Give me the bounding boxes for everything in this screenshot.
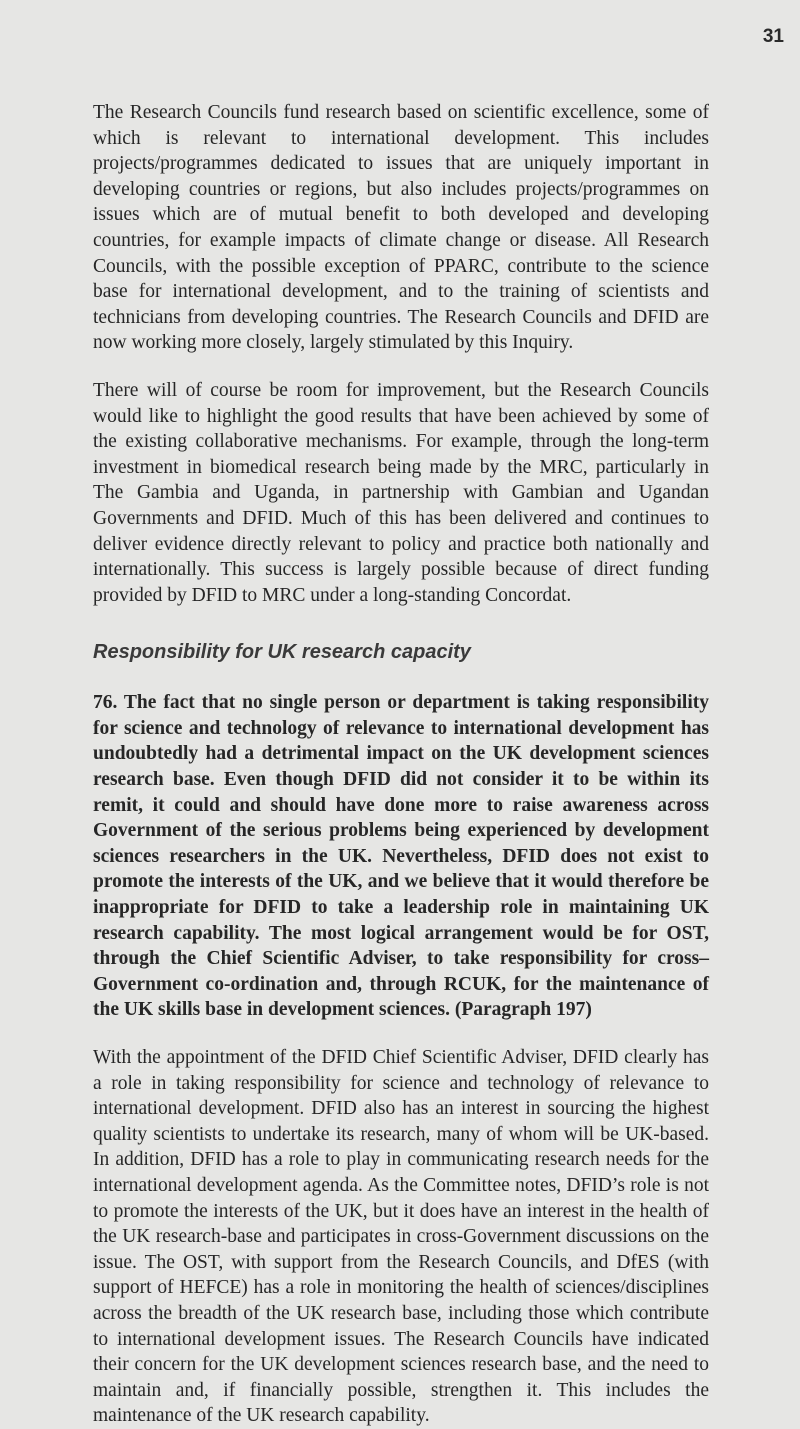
intro-paragraph-1: The Research Councils fund research based on scientific excellence, some of which is relevant to international development. This includes projects/programmes dedicated to issues that are uniquely important in developing countries or regions, but also includes projects/programmes on issues which are of mutual benefit to both developed and developing countries, for example impacts of climate change or disease. All Research Councils, with the possible exception of PPARC, contribute to the science base for international development, and to the training of scientists and technicians from developing countries. The Research Councils and DFID are now working more closely, largely stimulated by this Inquiry. [93,102,709,354]
page-number: 31 [762,26,784,47]
intro-paragraph-2: There will of course be room for improvement, but the Research Councils would like to highlight the good results that have been achieved by some of the existing collaborative mechanisms. For example, through the long-term investment in biomedical research being made by the MRC, particularly in The Gambia and Uganda, in partnership with Gambian and Ugandan Governments and DFID. Much of this has been delivered and continues to deliver evidence directly relevant to policy and practice both nationally and internationally. This success is largely possible because of direct funding provided by DFID to MRC under a long-standing Concordat. [93,379,709,606]
response-paragraph: With the appointment of the DFID Chief Scientific Adviser, DFID clearly has a role in taking responsibility for science and technology of relevance to international development. DFID also has an interest in sourcing the highest quality scientists to undertake its research, many of whom will be UK-based. In addition, DFID has a role to play in communicating research needs for the international development agenda. As the Committee notes, DFID’s role is not to promote the interests of the UK, but it does have an interest in the health of the UK research-base and participates in cross-Government discussions on the issue. The OST, with support from the Research Councils, and DfES (with support of HEFCE) has a role in monitoring the health of sciences/disciplines across the breadth of the UK research base, including those which contribute to international development issues. The Research Councils have indicated their concern for the UK development sciences research base, and the need to maintain and, if financially possible, strengthen it. This includes the maintenance of the UK research capability. [93,1047,709,1427]
section-heading: Responsibility for UK research capacity [93,641,471,664]
recommendation-paragraph: 76. The fact that no single person or department is taking responsibility for science and technology of relevance to international development has undoubtedly had a detrimental impact on the UK development sciences research base. Even though DFID did not consider it to be within its remit, it could and should have done more to raise awareness across Government of the serious problems being experienced by development sciences researchers in the UK. Nevertheless, DFID does not exist to promote the interests of the UK, and we believe that it would therefore be inappropriate for DFID to take a leadership role in maintaining UK research capability. The most logical arrangement would be for OST, through the Chief Scientific Adviser, to take responsibility for cross–Government co-ordination and, through RCUK, for the maintenance of the UK skills base in development sciences. (Paragraph 197) [93,692,709,1021]
document-body [93,100,709,1429]
